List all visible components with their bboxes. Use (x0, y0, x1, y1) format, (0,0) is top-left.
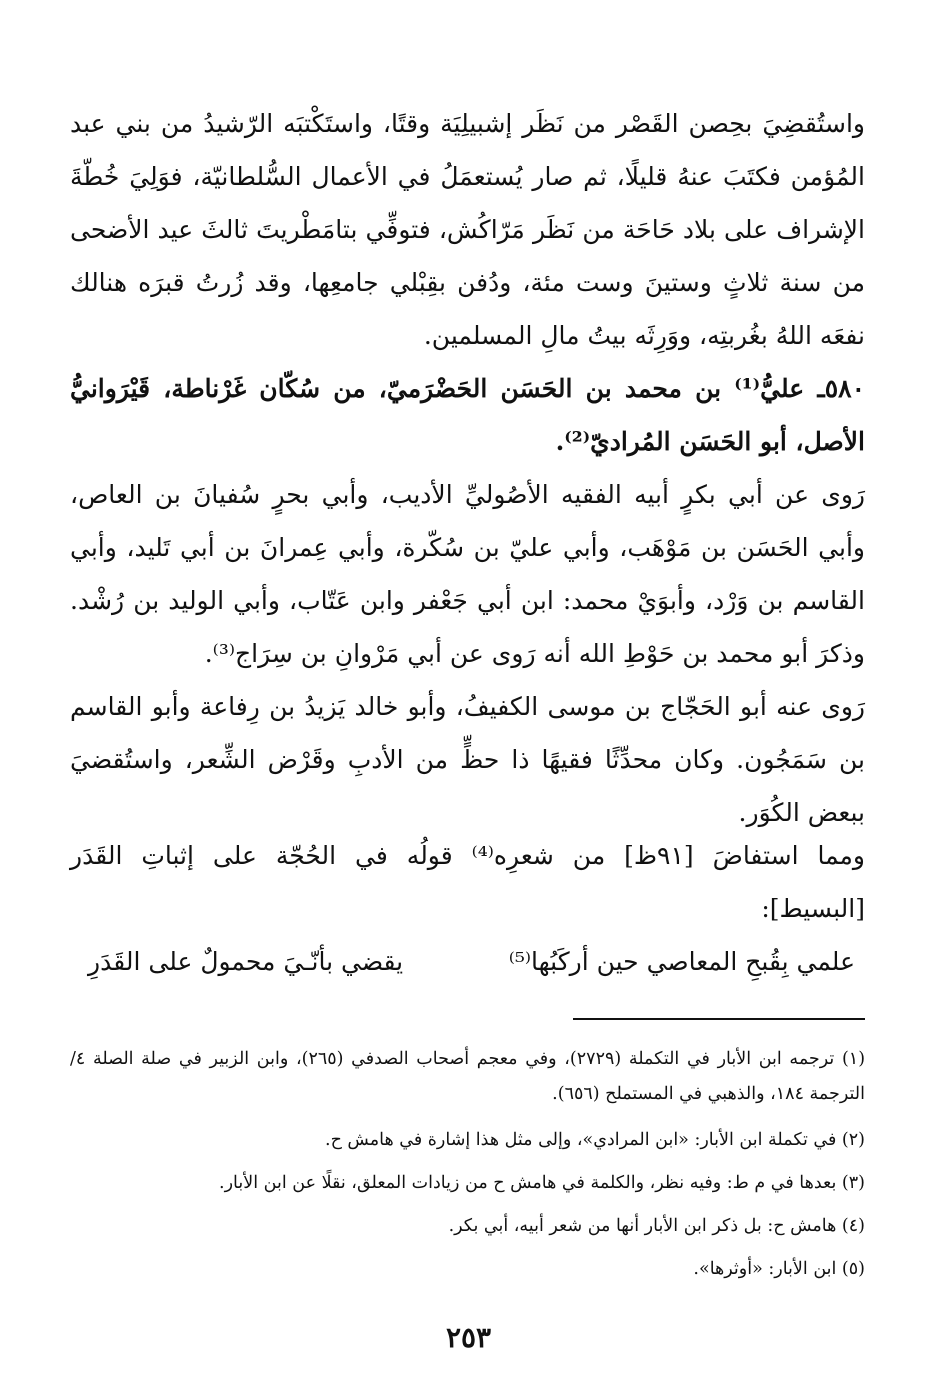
paragraph-poetry-intro: ومما استفاضَ [٩١ظ] من شعرِه⁽⁴⁾ قولُه في الحُجّة على إثباتِ القَدَر [البسيط]: (70, 841, 865, 923)
footnote-4: (٤) هامش ح: بل ذكر ابن الأبار أنها من شعر أبيه، أبي بكر. (448, 1216, 865, 1236)
footnote-1: (١) ترجمه ابن الأبار في التكملة (٢٧٢٩)، وفي معجم أصحاب الصدفي (٢٦٥)، وابن الزبير في صلة الصلة ٤/ الترجمة ١٨٤، والذهبي في المستملح (٦٥٦). (70, 1049, 866, 1104)
paragraph-biography-end: واستُقضِيَ بحِصن القَصْر من نَظَر إشبيلِيَة وقتًا، واستَكْتبَه الرّشيدُ من بني عبد المُؤمن فكتَبَ عنهُ قليلًا، ثم صار يُستعمَلُ في الأعمال السُّلطانيّة، فوَلِيَ خُطّةَ الإشراف على بلاد حَاحَة من نَظَر مَرّاكُش، فتوفِّي بتامَطْريتَ ثالثَ عيد الأضحى من سنة ثلاثٍ وستينَ وست مئة، ودُفن بقِبْلي جامعِها، وقد زُرتُ قبرَه هنالك نفعَه اللهُ بغُربتِه، ووَرِثَه بيتُ مالِ المسلمين. (70, 109, 865, 350)
footnote-3: (٣) بعدها في م ط: وفيه نظر، والكلمة في هامش ح من زيادات المعلق، نقلًا عن ابن الأبار. (219, 1173, 865, 1193)
verse-line (70, 935, 865, 988)
footnote-2: (٢) في تكملة ابن الأبار: «ابن المرادي»، وإلى مثل هذا إشارة في هامش ح. (325, 1130, 865, 1150)
verse-second-hemistich: يقضي بأنّـيَ محمولٌ على القَدَرِ (88, 947, 404, 976)
paragraph-students: رَوى عنه أبو الحَجّاج بن موسى الكفيفُ، وأبو خالد يَزيدُ بن رِفاعة وأبو القاسم بن سَمَجُون. وكان محدِّثًا فقيهًا ذا حظٍّ من الأدبِ وقَرْض الشِّعر، واستُقضيَ ببعض الكُوَر. (70, 692, 865, 827)
footnote-separator (573, 1018, 865, 1020)
footnote-5: (٥) ابن الأبار: «أوثرها». (693, 1259, 865, 1279)
paragraph-teachers: رَوى عن أبي بكرٍ أبيه الفقيه الأصُوليِّ الأديب، وأبي بحرٍ سُفيانَ بن العاص، وأبي الحَسَن بن مَوْهَب، وأبي عليّ بن سُكّرة، وأبي عِمرانَ بن أبي تَليد، وأبي القاسم بن وَرْد، وأبوَيْ محمد: ابن أبي جَعْفر وابن عَتّاب، وأبي الوليد بن رُشْد. وذكرَ أبو محمد بن حَوْطِ الله أنه رَوى عن أبي مَرْوانِ بن سِرَاج⁽³⁾. (70, 480, 865, 668)
page-number: ٢٥٣ (445, 1321, 492, 1354)
entry-heading-580: ٥٨٠ـ عليُّ⁽¹⁾ بن محمد بن الحَسَن الحَضْرَميّ، من سُكّان غَرْناطة، قَيْرَوانيُّ الأصل، أبو الحَسَن المُراديّ⁽²⁾. (70, 374, 866, 456)
verse-first-hemistich: علمي بِقُبحِ المعاصي حين أركَبُها⁽⁵⁾ (508, 947, 855, 976)
